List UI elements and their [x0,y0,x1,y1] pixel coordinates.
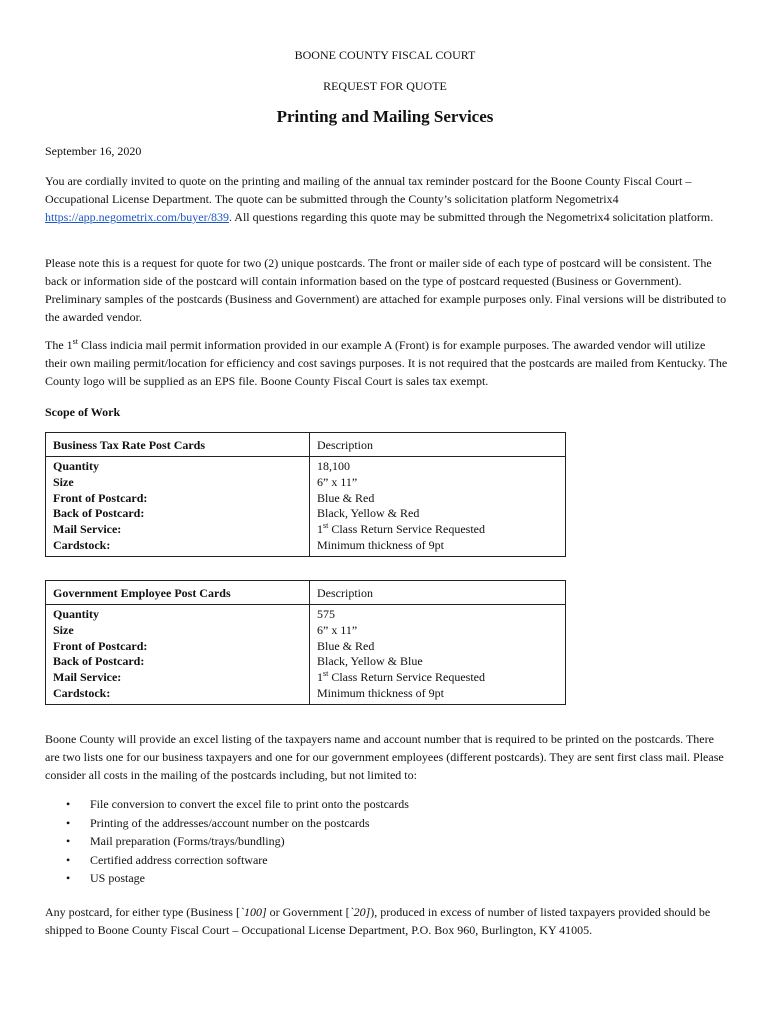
list-item-text: Printing of the addresses/account number on the postcards [90,815,370,830]
permit-rest: Class indicia mail permit information provided in our example A (Front) is for example purposes. The awarded vendor will utilize their own mailing permit/location for efficiency and cost savings purposes. It is not required that the postcards are mailed from Kentucky. The County logo will be supplied as an EPS file. Boone County Fiscal Court is sales tax exempt. [45,338,728,388]
business-count: `100] [239,905,267,919]
mail-sup: st [323,521,329,531]
list-item [45,832,730,851]
bullet-icon: • [66,815,71,830]
value-mail-service [317,522,558,538]
org-name: BOONE COUNTY FISCAL COURT [294,48,476,62]
list-item-text: Mail preparation (Forms/trays/bundling) [90,834,285,848]
label-mail-service: Mail Service: [53,670,122,685]
list-item-text: US postage [90,871,145,885]
label-cardstock: Cardstock: [53,537,111,552]
list-item [45,814,730,833]
value-front: Blue & Red [317,490,375,505]
mail-prefix: 1 [317,522,323,537]
value-size: 6” x 11” [317,622,358,637]
intro-text-1: You are cordially invited to quote on the printing and mailing of the annual tax reminder postcard for the Boone County Fiscal Court – Occupational License Department. The quote can be submitted through the County’s solicitation platform Negometrix4 [45,174,692,206]
government-count: `20] [349,905,371,919]
list-item [45,795,730,814]
business-values-cell [310,457,566,557]
permit-sup: st [72,337,78,346]
negometrix-link[interactable]: https://app.negometrix.com/buyer/839 [45,210,229,224]
page-title: Printing and Mailing Services [276,107,494,126]
excess-text-2: or Government [ [266,905,350,919]
excess-paragraph [45,903,730,939]
label-size: Size [53,474,74,489]
label-front: Front of Postcard: [53,490,148,505]
government-postcard-table [45,580,566,705]
business-table-title: Business Tax Rate Post Cards [46,433,310,457]
label-back: Back of Postcard: [53,654,145,669]
value-cardstock: Minimum thickness of 9pt [317,685,444,700]
intro-text-2: . All questions regarding this quote may be submitted through the Negometrix4 solicitation platform. [228,210,714,224]
label-size: Size [53,622,74,637]
scope-heading: Scope of Work [45,405,121,419]
cost-items-list [45,795,730,888]
label-quantity: Quantity [53,459,100,473]
label-cardstock: Cardstock: [53,685,111,700]
value-front: Blue & Red [317,638,375,653]
government-table-title: Government Employee Post Cards [46,581,310,605]
mail-rest: Class Return Service Requested [328,522,485,537]
value-cardstock: Minimum thickness of 9pt [317,537,444,552]
business-labels-cell [46,457,310,557]
bullet-icon: • [66,797,71,811]
bullet-icon: • [66,834,71,848]
date: September 16, 2020 [45,144,142,158]
excess-text-1: Any postcard, for either type (Business [ [45,905,240,919]
label-back: Back of Postcard: [53,506,145,521]
list-item [45,869,730,888]
table-row [46,457,566,557]
table-row [46,605,566,705]
table-header-row [46,581,566,605]
value-back: Black, Yellow & Blue [317,654,423,669]
permit-prefix: The 1 [45,338,73,352]
mail-rest: Class Return Service Requested [328,670,485,685]
label-front: Front of Postcard: [53,638,148,653]
listing-paragraph: Boone County will provide an excel listing of the taxpayers name and account number that is required to be printed on the postcards. There are two lists one for our business taxpayers and one for our government employees (different postcards). They are sent first class mail. Please consider all costs in the mailing of the postcards including, but not limited to: [45,732,724,782]
business-table-description-header: Description [310,433,566,457]
list-item-text: File conversion to convert the excel file to print onto the postcards [90,797,409,811]
value-size: 6” x 11” [317,474,358,489]
list-item-text: Certified address correction software [90,852,268,867]
government-labels-cell [46,605,310,705]
value-quantity: 575 [317,607,335,621]
excess-text-3: ), produced in excess of number of listed taxpayers provided should be shipped to Boone County Fiscal Court – Occupational License Department, P.O. Box 960, Burlington, KY 41005. [45,905,711,937]
intro-paragraph [45,172,730,226]
government-values-cell [310,605,566,705]
value-mail-service [317,670,558,686]
business-postcard-table [45,432,566,557]
government-table-description-header: Description [310,581,566,605]
label-quantity: Quantity [53,607,100,621]
value-quantity: 18,100 [317,459,350,473]
mail-prefix: 1 [317,670,323,685]
note-paragraph: Please note this is a request for quote for two (2) unique postcards. The front or mailer side of each type of postcard will be consistent. The back or information side of the postcard will contain information based on the type of postcard requested (Business or Government). Preliminary samples of the postcards (Business and Government) are attached for example purposes only. Final versions will be distributed to the awarded vendor. [45,256,727,324]
list-item [45,851,730,870]
bullet-icon: • [66,871,71,885]
permit-paragraph [45,336,730,390]
doc-type: REQUEST FOR QUOTE [323,79,447,93]
label-mail-service: Mail Service: [53,522,122,537]
bullet-icon: • [66,852,71,867]
table-header-row [46,433,566,457]
value-back: Black, Yellow & Red [317,506,420,521]
mail-sup: st [323,669,329,679]
